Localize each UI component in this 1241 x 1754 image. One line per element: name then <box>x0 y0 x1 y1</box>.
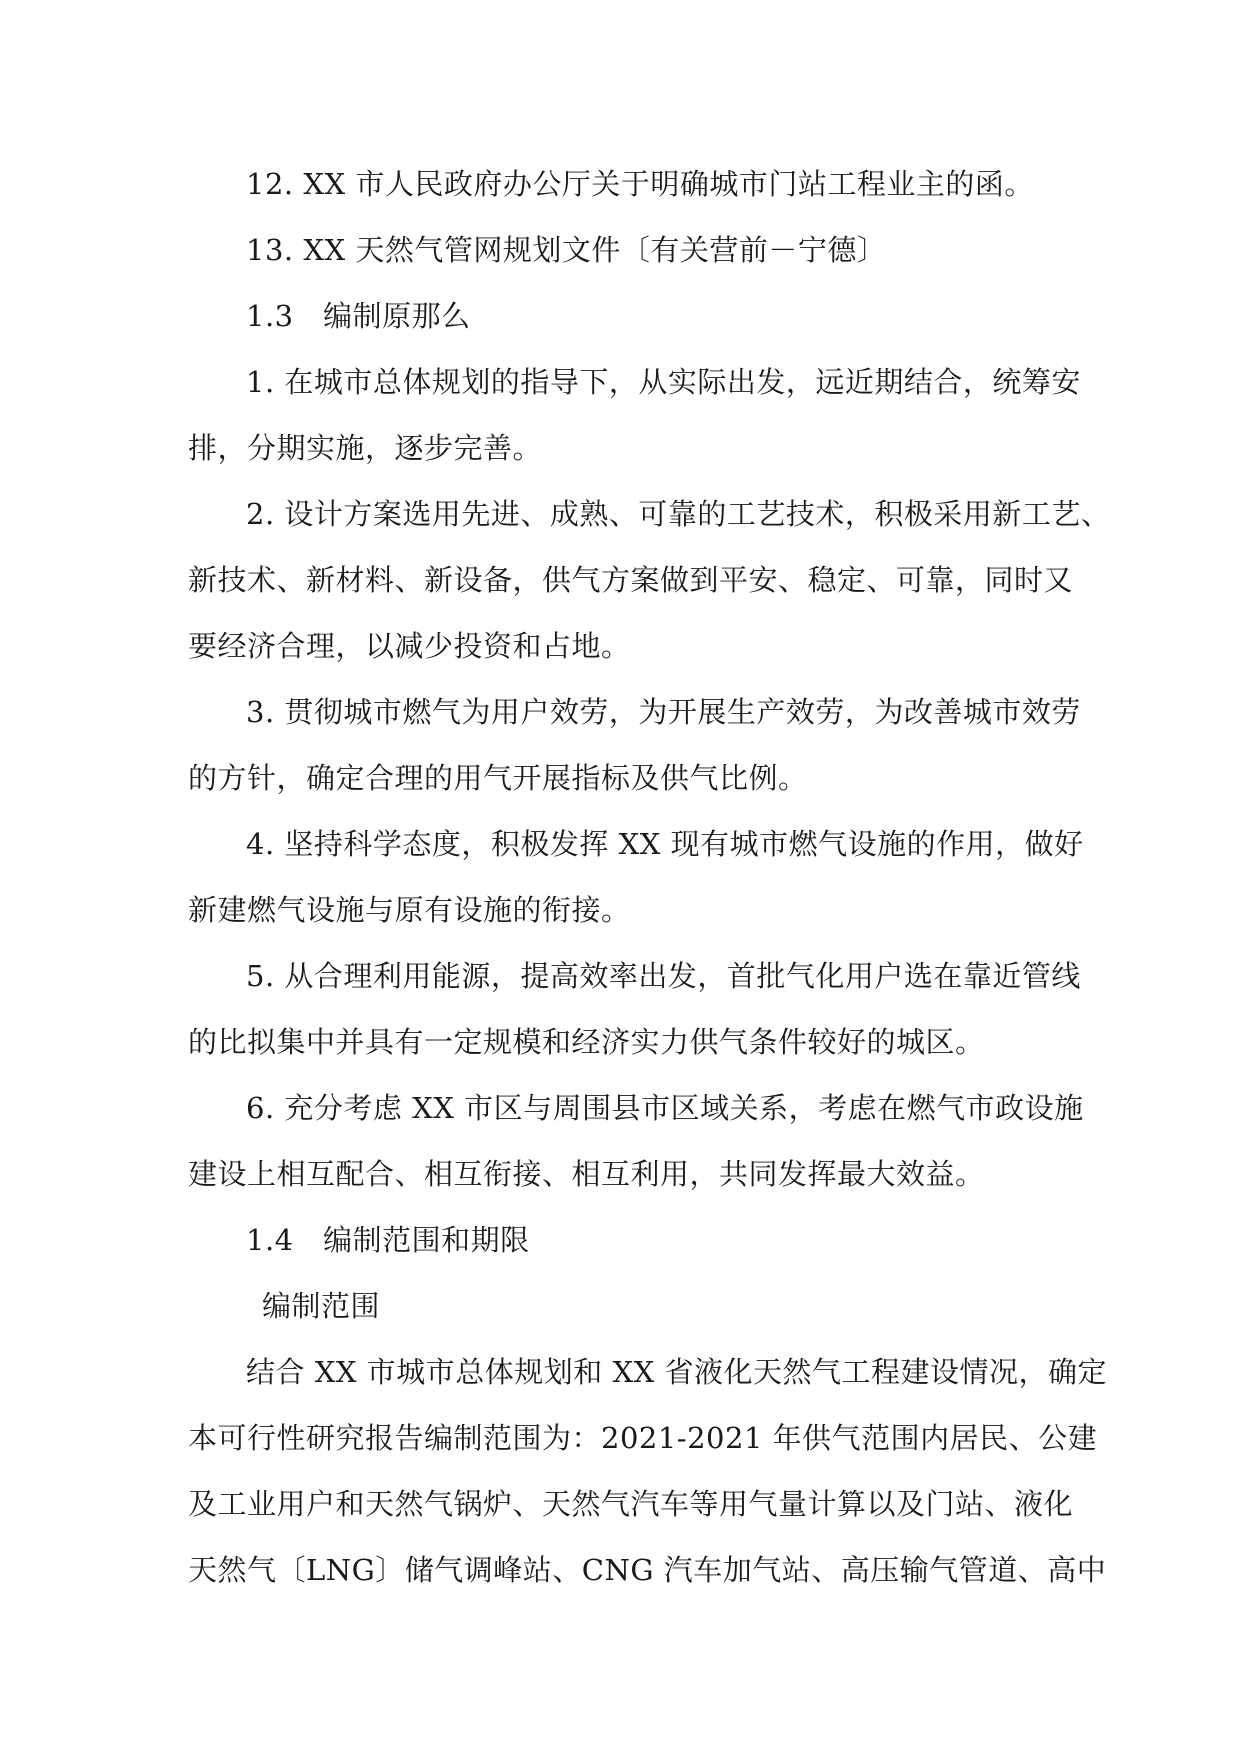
principle-2-line-1: 2. 设计方案选用先进、成熟、可靠的工艺技术，积极采用新工艺、 <box>246 497 1111 531</box>
principle-5-line-2: 的比拟集中并具有一定规模和经济实力供气条件较好的城区。 <box>188 1025 985 1059</box>
principle-6-line-1: 6. 充分考虑 XX 市区与周围县市区域关系，考虑在燃气市政设施 <box>246 1091 1084 1125</box>
reference-item-12: 12. XX 市人民政府办公厅关于明确城市门站工程业主的函。 <box>246 167 1034 201</box>
section-heading-1-4: 1.4 编制范围和期限 <box>246 1223 530 1257</box>
principle-2-line-2: 新技术、新材料、新设备，供气方案做到平安、稳定、可靠，同时又 <box>188 563 1074 597</box>
section-heading-1-3: 1.3 编制原那么 <box>246 299 471 333</box>
principle-3-line-1: 3. 贯彻城市燃气为用户效劳，为开展生产效劳，为改善城市效劳 <box>246 695 1081 729</box>
principle-2-line-3: 要经济合理，以减少投资和占地。 <box>188 629 631 663</box>
principle-5-line-1: 5. 从合理利用能源，提高效率出发，首批气化用户选在靠近管线 <box>246 959 1081 993</box>
scope-paragraph-line-3: 及工业用户和天然气锅炉、天然气汽车等用气量计算以及门站、液化 <box>188 1487 1074 1521</box>
reference-item-13: 13. XX 天然气管网规划文件〔有关营前－宁德〕 <box>246 233 887 267</box>
scope-paragraph-line-2: 本可行性研究报告编制范围为：2021-2021 年供气范围内居民、公建 <box>188 1421 1098 1455</box>
subsection-heading-scope: 编制范围 <box>262 1289 381 1323</box>
principle-4-line-1: 4. 坚持科学态度，积极发挥 XX 现有城市燃气设施的作用，做好 <box>246 827 1084 861</box>
scope-paragraph-line-4: 天然气〔LNG〕储气调峰站、CNG 汽车加气站、高压输气管道、高中 <box>188 1553 1107 1587</box>
principle-1-line-1: 1. 在城市总体规划的指导下，从实际出发，远近期结合，统筹安 <box>246 365 1081 399</box>
principle-4-line-2: 新建燃气设施与原有设施的衔接。 <box>188 893 631 927</box>
scope-paragraph-line-1: 结合 XX 市城市总体规划和 XX 省液化天然气工程建设情况，确定 <box>246 1355 1107 1389</box>
principle-6-line-2: 建设上相互配合、相互衔接、相互利用，共同发挥最大效益。 <box>188 1157 985 1191</box>
principle-3-line-2: 的方针，确定合理的用气开展指标及供气比例。 <box>188 761 808 795</box>
principle-1-line-2: 排，分期实施，逐步完善。 <box>188 431 543 465</box>
